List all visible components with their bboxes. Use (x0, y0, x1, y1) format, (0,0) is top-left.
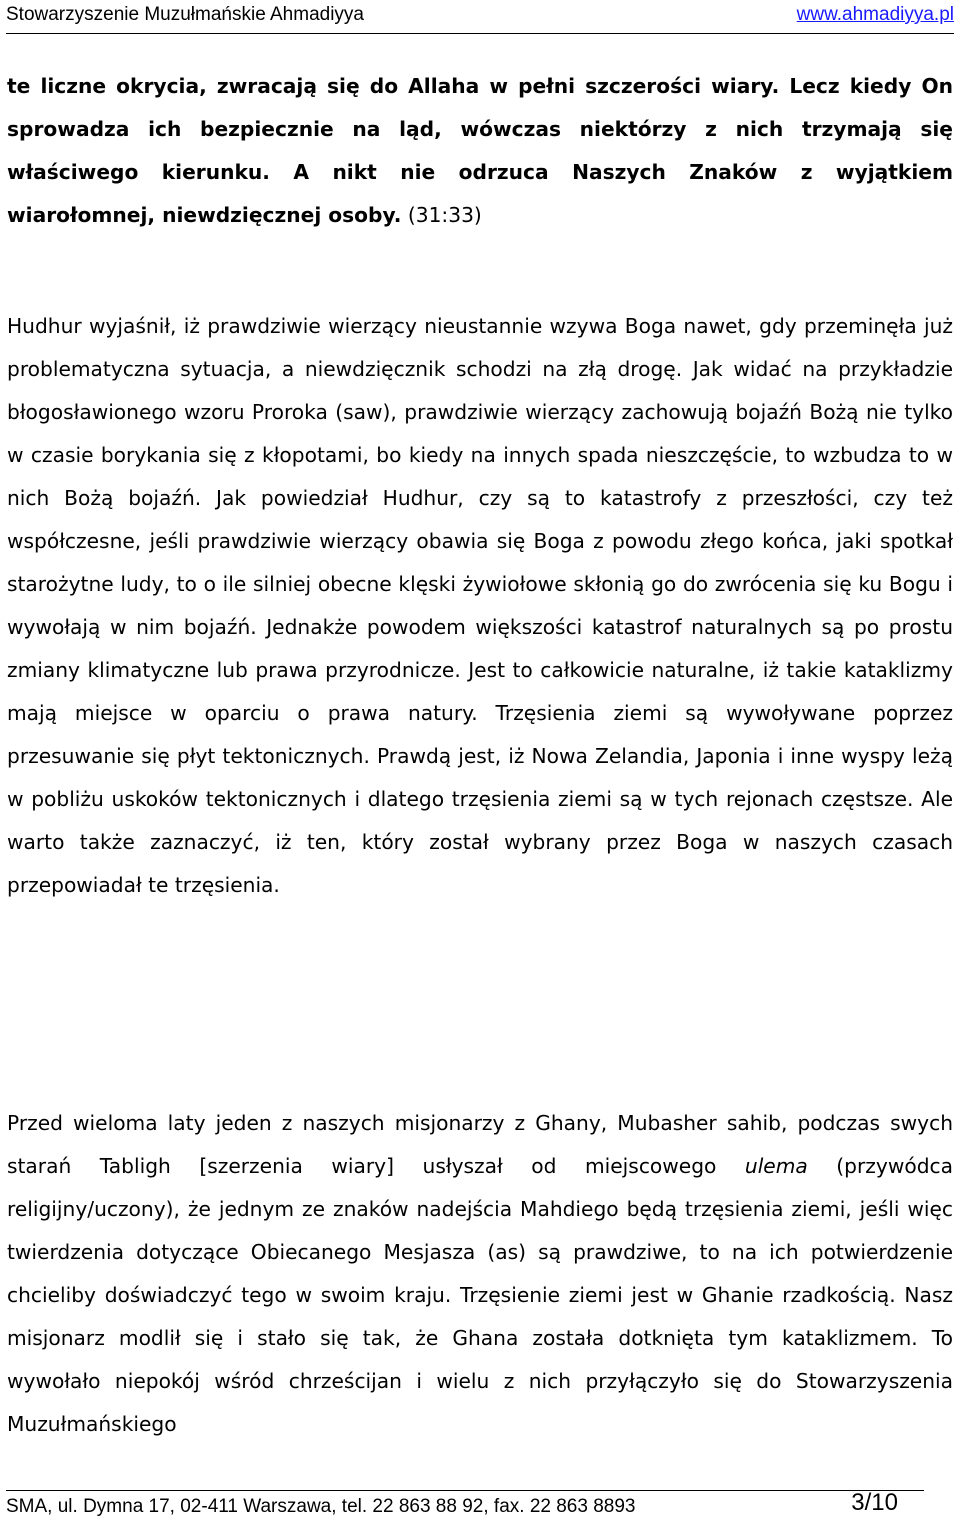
paragraph-ghana-end: (przywódca religijny/uczony), że jednym ze znaków nadejścia Mahdiego będą trzęsienia ziemi, jeśli więc twierdzenia dotyczące Obiecanego Mesjasza (as) są prawdziwe, to na ich potwierdzenie chcieliby doświadczyć tego w swoim kraju. Trzęsienie ziemi jest w Ghanie rzadkością. Nasz misjonarz modlił się i stało się tak, że Ghana została dotknięta tym kataklizmem. To wywołało niepokój wśród chrześcijan i wielu z nich przyłączyło się do Stowarzyszenia Muzułmańskiego (7, 1154, 953, 1436)
paragraph-main (7, 305, 953, 907)
paragraph-main-text: Hudhur wyjaśnił, iż prawdziwie wierzący nieustannie wzywa Boga nawet, gdy przeminęła już problematyczna sytuacja, a niewdzięcznik schodzi na złą drogę. Jak widać na przykładzie błogosławionego wzoru Proroka (saw), prawdziwie wierzący zachowują bojaźń Bożą nie tylko w czasie borykania się z kłopotami, bo kiedy na innych spada nieszczęście, to wzbudza to w nich Bożą bojaźń. Jak powiedział Hudhur, czy są to katastrofy z przeszłości, czy też współczesne, jeśli prawdziwie wierzący obawia się Boga z powodu złego końca, jaki spotkał starożytne ludy, to o ile silniej obecne klęski żywiołowe skłonią go do zwrócenia się ku Bogu i wywołają w nim bojaźń. Jednakże powodem większości katastrof naturalnych są po prostu zmiany klimatyczne lub prawa przyrodnicze. Jest to całkowicie naturalne, iż takie kataklizmy mają miejsce w oparciu o prawa natury. Trzęsienia ziemi są wywoływane poprzez przesuwanie się płyt tektonicznych. Prawdą jest, iż Nowa Zelandia, Japonia i inne wyspy leżą w pobliżu uskoków tektonicznych i dlatego trzęsienia ziemi są w tych rejonach częstsze. Ale warto także zaznaczyć, iż ten, który został wybrany przez Boga w naszych czasach przepowiadał te trzęsienia. (7, 314, 953, 897)
page-header (6, 0, 954, 34)
footer-address: SMA, ul. Dymna 17, 02-411 Warszawa, tel. 22 863 88 92, fax. 22 863 8893 (6, 1496, 636, 1517)
page-number: 3/10 (851, 1489, 898, 1516)
page-footer (6, 1489, 898, 1520)
paragraph-quote (7, 65, 953, 237)
quote-text: te liczne okrycia, zwracają się do Allaha w pełni szczerości wiary. Lecz kiedy On sprowadza ich bezpiecznie na ląd, wówczas niektórzy z nich trzymają się właściwego kierunku. A nikt nie odrzuca Naszych Znaków z wyjątkiem wiarołomnej, niewdzięcznej osoby. (7, 74, 953, 227)
paragraph-ghana-start: Przed wieloma laty jeden z naszych misjonarzy z Ghany, Mubasher sahib, podczas swych starań Tabligh [szerzenia wiary] usłyszał od miejscowego (7, 1111, 953, 1178)
paragraph-ghana-italic: ulema (744, 1154, 808, 1178)
header-organization: Stowarzyszenie Muzułmańskie Ahmadiyya (6, 4, 364, 25)
footer-divider (6, 1490, 924, 1491)
header-website-link[interactable]: www.ahmadiyya.pl (796, 4, 954, 25)
paragraph-ghana (7, 1102, 953, 1446)
header-divider (6, 33, 954, 34)
quote-reference: (31:33) (401, 203, 482, 227)
